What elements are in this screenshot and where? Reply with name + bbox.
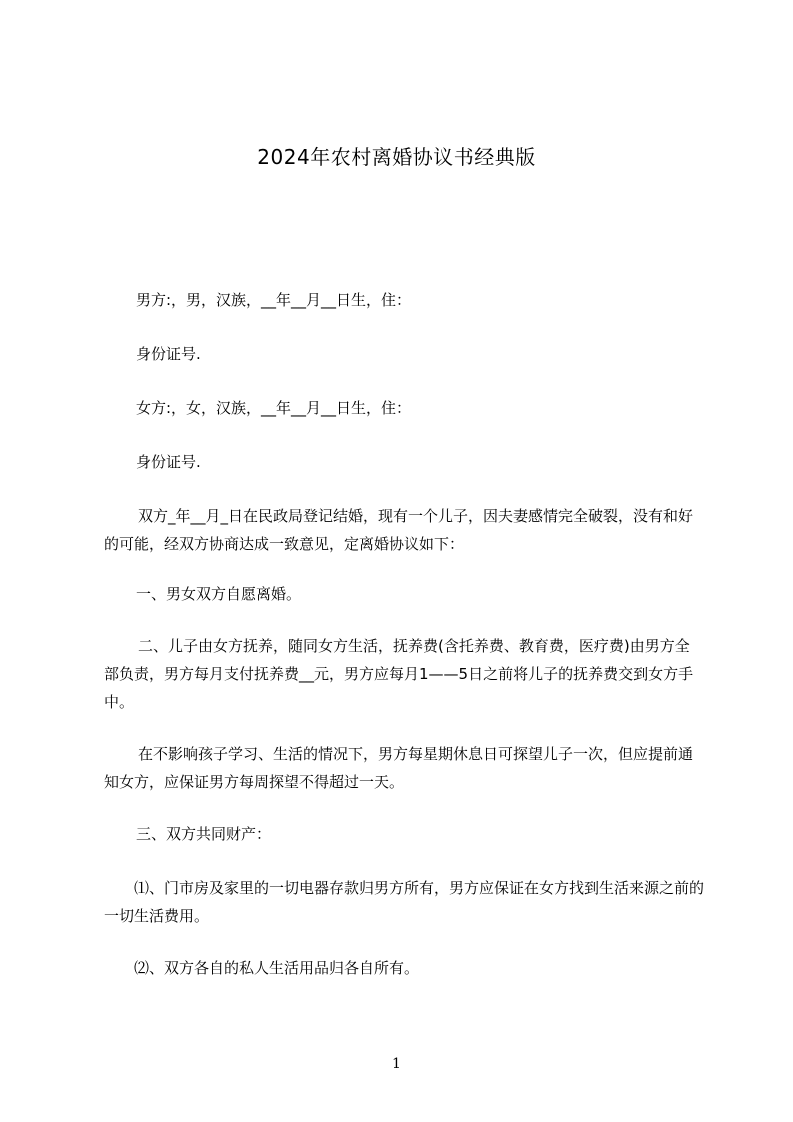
- paragraph-clause-3: 三、双方共同财产：: [136, 825, 272, 843]
- paragraph-female-id: 身份证号.: [136, 453, 201, 471]
- paragraph-male-party: 男方:，男，汉族，__年__月__日生，住：: [136, 291, 412, 309]
- paragraph-male-id: 身份证号.: [136, 345, 201, 363]
- page-number: 1: [392, 1056, 401, 1072]
- paragraph-marriage-statement: 双方_年__月_日在民政局登记结婚，现有一个儿子，因夫妻感情完全破裂，没有和好的可能，经双方协商达成一致意见，定离婚协议如下：: [104, 507, 694, 553]
- paragraph-property-2: ⑵、双方各自的私人生活用品归各自所有。: [134, 959, 420, 977]
- paragraph-female-party: 女方:，女，汉族，__年__月__日生，住：: [136, 399, 412, 417]
- paragraph-clause-1: 一、男女双方自愿离婚。: [136, 585, 302, 603]
- paragraph-clause-2: 二、儿子由女方抚养，随同女方生活，抚养费(含托养费、教育费，医疗费)由男方全部负责，男方每月支付抚养费__元，男方应每月1——5日之前将儿子的抚养费交到女方手中。: [104, 637, 694, 711]
- paragraph-property-1: ⑴、门市房及家里的一切电器存款归男方所有，男方应保证在女方找到生活来源之前的一切生活费用。: [104, 879, 705, 925]
- paragraph-visitation: 在不影响孩子学习、生活的情况下，男方每星期休息日可探望儿子一次，但应提前通知女方，应保证男方每周探望不得超过一天。: [104, 745, 694, 791]
- document-title: 2024年农村离婚协议书经典版: [257, 145, 536, 169]
